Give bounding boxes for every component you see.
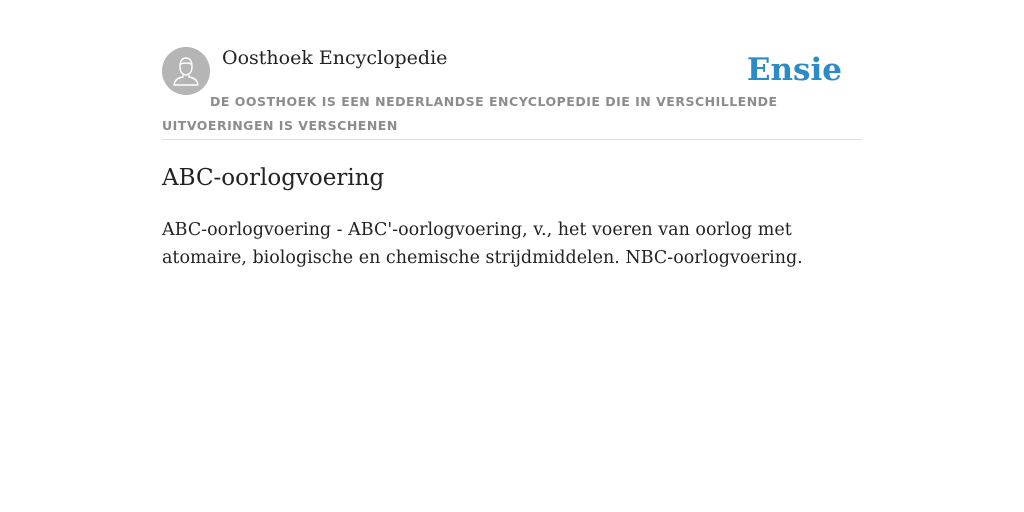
entry-title: ABC-oorlogvoering (162, 165, 385, 191)
user-icon (162, 47, 210, 95)
avatar[interactable] (162, 47, 210, 95)
source-header (162, 0, 862, 140)
page-container (162, 0, 862, 512)
ensie-logo[interactable]: Ensie (746, 52, 842, 88)
source-description: DE OOSTHOEK IS EEN NEDERLANDSE ENCYCLOPEDIE DIE IN VERSCHILLENDE UITVOERINGEN IS VERSCHENEN (162, 94, 778, 133)
source-name[interactable]: Oosthoek Encyclopedie (222, 47, 448, 69)
entry-body: ABC-oorlogvoering - ABC'-oorlogvoering, v., het voeren van oorlog met atomaire, biologische en chemische strijdmiddelen. NBC-oorlogvoering. (162, 220, 803, 268)
